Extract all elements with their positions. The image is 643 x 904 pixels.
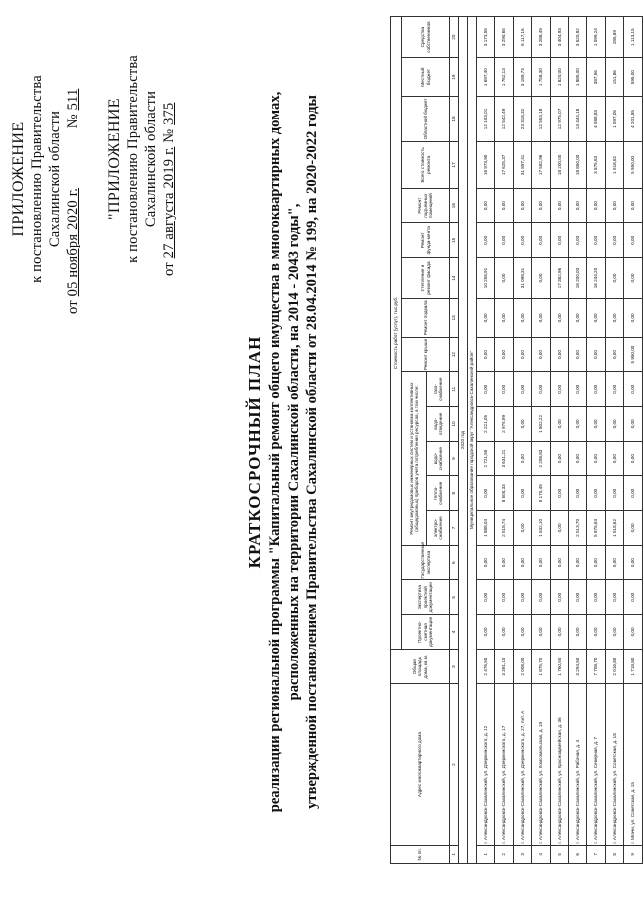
col-number: 9 bbox=[450, 441, 459, 476]
col-cost-header: Стоимость работ (услуг), тыс.руб. bbox=[391, 17, 402, 650]
title-line3: утвержденной постановлением Правительства Сахалинской области от 28.04.2014 № 199, на 2020-2022 годы bbox=[303, 95, 320, 809]
cost-cell: 2 208,83 bbox=[532, 441, 550, 476]
cost-cell: 0,00 bbox=[568, 223, 586, 258]
cost-cell: 387,56 bbox=[587, 58, 605, 97]
col-number: 3 bbox=[450, 649, 459, 684]
cost-cell: 13 444,18 bbox=[568, 97, 586, 142]
cost-cell: 0,00 bbox=[532, 188, 550, 223]
cost-cell: 0,00 bbox=[550, 223, 568, 258]
col-systems-header: Ремонт внутридомовых инженерных систем и установка коллективных (общедомовых) приборов учета потребления ресурсов, в том числе: bbox=[402, 372, 427, 545]
cost-cell: 0,00 bbox=[605, 372, 623, 407]
cost-cell: 0,00 bbox=[532, 372, 550, 407]
col-facade-header: Утепление и ремонт фасада bbox=[402, 258, 450, 299]
appendix-new-date: 05 ноября 2020 г. bbox=[65, 187, 81, 297]
cost-cell: 12 542,49 bbox=[495, 97, 513, 142]
appendix-old-date-line bbox=[160, 14, 178, 304]
cost-cell: 17 625,37 bbox=[495, 141, 513, 188]
cost-cell: 0,00 bbox=[605, 545, 623, 580]
cost-cell: 8 500,33 bbox=[495, 476, 513, 511]
col-number: 10 bbox=[450, 407, 459, 442]
cost-cell: 0,00 bbox=[513, 580, 531, 615]
cost-cell: 1 113,15 bbox=[624, 17, 642, 58]
col-number: 14 bbox=[450, 258, 459, 299]
cost-cell: 0,00 bbox=[605, 188, 623, 223]
header-row-1 bbox=[391, 17, 402, 864]
appendix-new-date-prefix: от bbox=[65, 300, 81, 314]
row-number-cell: 1 bbox=[477, 845, 495, 863]
col-owners-header: Средства собственников bbox=[402, 17, 450, 58]
cost-cell: 0,00 bbox=[495, 545, 513, 580]
cost-cell: 0,00 bbox=[550, 407, 568, 442]
cost-cell: 0,00 bbox=[550, 298, 568, 337]
address-cell: г. Александровск-Сахалинский, ул. Советская, д. 18 bbox=[605, 684, 623, 845]
col-number: 2 bbox=[450, 684, 459, 845]
appendix-old-line1: к постановлению Правительства bbox=[125, 55, 141, 263]
cost-cell: 0,00 bbox=[532, 580, 550, 615]
cost-cell: 0,00 bbox=[568, 580, 586, 615]
cost-cell: 31 897,41 bbox=[513, 141, 531, 188]
cost-cell: 1 099,24 bbox=[587, 17, 605, 58]
cost-cell: 0,00 bbox=[495, 223, 513, 258]
cost-cell: 0,00 bbox=[587, 476, 605, 511]
table-row bbox=[587, 17, 605, 864]
cost-cell: 0,00 bbox=[532, 223, 550, 258]
cost-cell: 1 532,10 bbox=[532, 511, 550, 546]
cost-cell: 0,00 bbox=[587, 407, 605, 442]
cost-cell: 12 103,01 bbox=[477, 97, 495, 142]
cost-cell: 0,00 bbox=[532, 615, 550, 650]
cost-cell: 17 582,96 bbox=[532, 141, 550, 188]
appendix-old-date: 27 августа 2019 г. bbox=[161, 146, 177, 259]
cost-cell: 1 758,30 bbox=[532, 58, 550, 97]
title-line2: расположенных на территории Сахалинской области, на 2014 - 2043 годы", bbox=[285, 203, 302, 701]
cost-cell: 0,00 bbox=[495, 372, 513, 407]
table-row bbox=[605, 17, 623, 864]
row-number-cell: 7 bbox=[587, 845, 605, 863]
area-cell: 2 008,00 bbox=[513, 649, 531, 684]
cost-cell: 0,00 bbox=[587, 580, 605, 615]
cost-cell: 0,00 bbox=[587, 372, 605, 407]
cost-cell: 0,00 bbox=[495, 298, 513, 337]
cost-cell: 0,00 bbox=[550, 511, 568, 546]
cost-cell: 3 173,55 bbox=[477, 17, 495, 58]
cost-cell: 0,00 bbox=[495, 188, 513, 223]
cost-cell: 18 200,00 bbox=[550, 141, 568, 188]
cost-cell: 0,00 bbox=[568, 441, 586, 476]
cost-cell: 0,00 bbox=[513, 545, 531, 580]
cost-cell: 0,00 bbox=[550, 337, 568, 372]
row-number-cell: 5 bbox=[550, 845, 568, 863]
cost-cell: 1 518,62 bbox=[605, 141, 623, 188]
cost-cell: 2 513,70 bbox=[568, 511, 586, 546]
title-line1: реализации региональной программы "Капитальный ремонт общего имущества в многоквартирных домах, bbox=[267, 91, 284, 813]
cost-cell: 1 097,05 bbox=[605, 97, 623, 142]
cost-cell: 12 553,18 bbox=[532, 97, 550, 142]
cost-cell: 0,00 bbox=[624, 407, 642, 442]
cost-cell: 2 518,74 bbox=[495, 511, 513, 546]
col-number: 11 bbox=[450, 372, 459, 407]
cost-cell: 0,00 bbox=[568, 372, 586, 407]
cost-cell: 0,00 bbox=[624, 511, 642, 546]
cost-cell: 0,00 bbox=[513, 188, 531, 223]
col-number: 12 bbox=[450, 337, 459, 372]
col-number: 17 bbox=[450, 141, 459, 188]
col-foundation-header: Ремонт фунда-мента bbox=[402, 223, 450, 258]
cost-cell: 0,00 bbox=[477, 476, 495, 511]
cost-cell: 0,00 bbox=[495, 258, 513, 299]
cost-cell: 0,00 bbox=[624, 545, 642, 580]
col-number: 13 bbox=[450, 298, 459, 337]
cost-cell: 0,00 bbox=[605, 337, 623, 372]
cost-cell: 0,00 bbox=[550, 476, 568, 511]
table-row bbox=[624, 17, 642, 864]
cost-cell: 0,00 bbox=[532, 258, 550, 299]
cost-cell: 0,00 bbox=[568, 298, 586, 337]
table-row bbox=[495, 17, 513, 864]
address-cell: г. Александровск-Сахалинский, ул. Дзержинского, д. 27, лит. А bbox=[513, 684, 531, 845]
cost-cell: 0,00 bbox=[477, 615, 495, 650]
cost-cell: 0,00 bbox=[568, 615, 586, 650]
cost-cell: 0,00 bbox=[587, 441, 605, 476]
cost-cell: 1 518,62 bbox=[605, 511, 623, 546]
col-number: 8 bbox=[450, 476, 459, 511]
area-cell: 1 718,80 bbox=[624, 649, 642, 684]
cost-cell: 3 288,49 bbox=[532, 17, 550, 58]
cost-cell: 0,00 bbox=[513, 441, 531, 476]
appendix-new-date-line bbox=[64, 14, 82, 344]
area-cell: 3 391,10 bbox=[495, 649, 513, 684]
title-main: КРАТКОСРОЧНЫЙ ПЛАН bbox=[245, 335, 264, 569]
cost-cell: 0,00 bbox=[587, 188, 605, 223]
col-number: 16 bbox=[450, 188, 459, 223]
appendix-new-line2: Сахалинской области bbox=[47, 110, 63, 248]
cost-cell: 0,00 bbox=[550, 372, 568, 407]
col-area-header: Общая площадь дома, кв.м. bbox=[391, 649, 450, 684]
address-cell: г. Александровск-Сахалинский, ул. Дзержинского, д. 12 bbox=[477, 684, 495, 845]
col-local-header: Местный бюджет bbox=[402, 58, 450, 97]
cost-cell: 0,00 bbox=[587, 615, 605, 650]
cost-cell: 5 875,63 bbox=[587, 511, 605, 546]
col-gas-header: газо-снабжение bbox=[427, 372, 450, 407]
cost-cell: 0,00 bbox=[513, 337, 531, 372]
col-number: 20 bbox=[450, 17, 459, 58]
address-cell: г. Александровск-Сахалинский, ул. Комсомольская, д. 19 bbox=[532, 684, 550, 845]
cost-cell: 0,00 bbox=[477, 545, 495, 580]
cost-cell: 0,00 bbox=[568, 545, 586, 580]
col-number: 18 bbox=[450, 97, 459, 142]
cost-cell: 0,00 bbox=[495, 580, 513, 615]
cost-cell: 2 721,55 bbox=[477, 441, 495, 476]
cost-cell: 1 802,22 bbox=[532, 407, 550, 442]
cost-cell: 3 520,82 bbox=[568, 17, 586, 58]
cost-cell: 0,00 bbox=[495, 337, 513, 372]
cost-cell: 0,00 bbox=[624, 298, 642, 337]
col-elec-header: электро-снабжение bbox=[427, 511, 450, 546]
cost-cell: 1 762,13 bbox=[495, 58, 513, 97]
col-number: 4 bbox=[450, 615, 459, 650]
area-cell: 1 760,50 bbox=[550, 649, 568, 684]
appendix-new-number: 511 bbox=[65, 88, 81, 111]
row-number-cell: 9 bbox=[624, 845, 642, 863]
table-row bbox=[513, 17, 531, 864]
municipality-row bbox=[468, 17, 477, 864]
cost-cell: 0,00 bbox=[587, 545, 605, 580]
cost-cell: 12 975,07 bbox=[550, 97, 568, 142]
cost-cell: 0,00 bbox=[605, 441, 623, 476]
row-number-cell: 2 bbox=[495, 845, 513, 863]
cost-cell: 0,00 bbox=[605, 476, 623, 511]
cost-cell: 0,00 bbox=[624, 580, 642, 615]
cost-cell: 0,00 bbox=[605, 615, 623, 650]
cost-cell: 0,00 bbox=[587, 337, 605, 372]
cost-cell: 0,00 bbox=[624, 441, 642, 476]
cost-cell: 4 201,85 bbox=[624, 97, 642, 142]
cost-cell: 0,00 bbox=[624, 372, 642, 407]
cost-cell: 23 318,32 bbox=[513, 97, 531, 142]
area-cell: 7 708,70 bbox=[587, 649, 605, 684]
row-number-cell: 8 bbox=[605, 845, 623, 863]
cost-cell: 0,00 bbox=[513, 298, 531, 337]
table-row bbox=[532, 17, 550, 864]
cost-cell: 0,00 bbox=[605, 580, 623, 615]
cost-cell: 0,00 bbox=[624, 188, 642, 223]
document-title bbox=[246, 0, 321, 904]
table-row bbox=[477, 17, 495, 864]
col-address-header: Адрес многоквартирного дома bbox=[391, 684, 450, 845]
cost-cell: 0,00 bbox=[477, 188, 495, 223]
col-number: 15 bbox=[450, 223, 459, 258]
col-number: 1 bbox=[450, 845, 459, 863]
cost-cell: 151,86 bbox=[605, 58, 623, 97]
appendix-new-heading: ПРИЛОЖЕНИЕ bbox=[10, 121, 27, 237]
appendix-old-number: 375 bbox=[161, 102, 177, 125]
cost-cell: 0,00 bbox=[568, 476, 586, 511]
address-cell: г. Александровск-Сахалинский, ул. Дзержинского, д. 17 bbox=[495, 684, 513, 845]
cost-cell: 1 820,00 bbox=[550, 58, 568, 97]
cost-cell: 6 117,16 bbox=[513, 17, 531, 58]
cost-cell: 31 098,31 bbox=[513, 258, 531, 299]
area-cell: 3 294,50 bbox=[568, 649, 586, 684]
cost-cell: 3 404,93 bbox=[550, 17, 568, 58]
cost-cell: 18 850,00 bbox=[568, 141, 586, 188]
col-expertise-header: Экспертиза проектной документации bbox=[402, 580, 450, 615]
cost-cell: 0,00 bbox=[605, 298, 623, 337]
table-row bbox=[568, 17, 586, 864]
cost-cell: 0,00 bbox=[477, 372, 495, 407]
cost-cell: 5 950,00 bbox=[624, 337, 642, 372]
address-cell: г. Александровск-Сахалинский, ул. Красноармейская, д. 36 bbox=[550, 684, 568, 845]
repair-plan-table bbox=[390, 16, 643, 864]
cost-cell: 0,00 bbox=[624, 223, 642, 258]
appendix-old-date-prefix: от bbox=[161, 262, 177, 276]
appendix-old-heading: "ПРИЛОЖЕНИЕ bbox=[106, 98, 123, 220]
cost-cell: 0,00 bbox=[513, 223, 531, 258]
col-no-header: № пп. bbox=[391, 845, 450, 863]
cost-cell: 5 170,49 bbox=[532, 476, 550, 511]
cost-cell: 0,00 bbox=[587, 298, 605, 337]
cost-cell: 0,00 bbox=[513, 476, 531, 511]
cost-cell: 2 975,99 bbox=[495, 407, 513, 442]
col-number: 5 bbox=[450, 580, 459, 615]
municipality-label: Муниципальное образование городской округ "Александровск-Сахалинский район" bbox=[468, 17, 477, 864]
cost-cell: 0,00 bbox=[495, 615, 513, 650]
cost-cell: 0,00 bbox=[550, 615, 568, 650]
cost-cell: 0,00 bbox=[513, 511, 531, 546]
cost-cell: 0,00 bbox=[477, 337, 495, 372]
cost-cell: 0,00 bbox=[477, 298, 495, 337]
cost-cell: 0,00 bbox=[550, 580, 568, 615]
col-water-header: водо-снабжение bbox=[427, 441, 450, 476]
cost-cell: 0,00 bbox=[568, 337, 586, 372]
cost-cell: 17 382,96 bbox=[550, 258, 568, 299]
cost-cell: 0,00 bbox=[550, 188, 568, 223]
cost-cell: 1 888,04 bbox=[477, 511, 495, 546]
cost-cell: 0,00 bbox=[532, 337, 550, 372]
address-cell: г. Александровск-Сахалинский, ул. Рабочая, д. 4 bbox=[568, 684, 586, 845]
cost-cell: 0,00 bbox=[605, 258, 623, 299]
col-sewer-header: водо-отведение bbox=[427, 407, 450, 442]
cost-cell: 0,00 bbox=[568, 188, 586, 223]
cost-cell: 0,00 bbox=[605, 223, 623, 258]
cost-cell: 3 290,65 bbox=[495, 17, 513, 58]
col-regional-header: Областной бюджет bbox=[402, 97, 450, 142]
cost-cell: 0,00 bbox=[624, 615, 642, 650]
column-number-row bbox=[450, 17, 459, 864]
cost-cell: 4 088,83 bbox=[587, 97, 605, 142]
col-roof-header: Ремонт крыши bbox=[402, 337, 450, 372]
cost-cell: 595,00 bbox=[624, 58, 642, 97]
cost-cell: 0,00 bbox=[605, 407, 623, 442]
col-tech-header: Государственная экспертиза bbox=[402, 545, 450, 580]
address-cell: г. Александровск-Сахалинский, ул. Северная, д. 7 bbox=[587, 684, 605, 845]
col-number: 19 bbox=[450, 58, 459, 97]
cost-cell: 0,00 bbox=[568, 407, 586, 442]
area-cell: 2 016,80 bbox=[605, 649, 623, 684]
cost-cell: 0,00 bbox=[587, 223, 605, 258]
cost-cell: 3 189,74 bbox=[513, 58, 531, 97]
address-cell: г. Мгачи, ул. Советская, д. 15 bbox=[624, 684, 642, 845]
cost-cell: 0,00 bbox=[550, 441, 568, 476]
cost-cell: 0,00 bbox=[550, 545, 568, 580]
cost-cell: 0,00 bbox=[624, 476, 642, 511]
cost-cell: 3 875,63 bbox=[587, 141, 605, 188]
cost-cell: 0,00 bbox=[532, 545, 550, 580]
col-total-header: Всего стоимость ремонта bbox=[402, 141, 450, 188]
appendix-old-number-prefix: № bbox=[161, 128, 177, 143]
cost-cell: 0,00 bbox=[513, 407, 531, 442]
row-number-cell: 3 bbox=[513, 845, 531, 863]
col-heat-header: тепло-снабжение bbox=[427, 476, 450, 511]
col-number: 6 bbox=[450, 545, 459, 580]
year-row bbox=[459, 17, 468, 864]
appendix-old-line2: Сахалинской области bbox=[143, 90, 159, 228]
cost-cell: 2 221,05 bbox=[477, 407, 495, 442]
cost-cell: 0,00 bbox=[513, 615, 531, 650]
appendix-old-block bbox=[106, 14, 178, 304]
cost-cell: 16 973,90 bbox=[477, 141, 495, 188]
col-elevator-header: Ремонт подъемных помещений bbox=[402, 188, 450, 223]
table-row bbox=[550, 17, 568, 864]
cost-cell: 0,00 bbox=[477, 580, 495, 615]
cost-cell: 0,00 bbox=[513, 372, 531, 407]
cost-cell: 10 258,91 bbox=[477, 258, 495, 299]
col-basement-header: Ремонт подвала bbox=[402, 298, 450, 337]
cost-cell: 5 950,00 bbox=[624, 141, 642, 188]
cost-cell: 0,00 bbox=[532, 298, 550, 337]
row-number-cell: 4 bbox=[532, 845, 550, 863]
area-cell: 1 875,70 bbox=[532, 649, 550, 684]
cost-cell: 1 885,00 bbox=[568, 58, 586, 97]
cost-cell: 3 631,21 bbox=[495, 441, 513, 476]
cost-cell: 0,00 bbox=[624, 258, 642, 299]
col-number: 7 bbox=[450, 511, 459, 546]
col-design-header: Проектно-сметная документация bbox=[402, 615, 450, 650]
row-number-cell: 6 bbox=[568, 845, 586, 863]
year-label: 2020 год bbox=[459, 17, 468, 864]
cost-cell: 18 200,00 bbox=[568, 258, 586, 299]
cost-cell: 16 244,20 bbox=[587, 258, 605, 299]
appendix-new-number-prefix: № bbox=[65, 114, 81, 129]
cost-cell: 285,89 bbox=[605, 17, 623, 58]
cost-cell: 1 697,40 bbox=[477, 58, 495, 97]
appendix-new-line1: к постановлению Правительства bbox=[29, 75, 45, 283]
cost-cell: 0,00 bbox=[477, 223, 495, 258]
appendix-new-block bbox=[10, 14, 82, 344]
area-cell: 2 476,50 bbox=[477, 649, 495, 684]
